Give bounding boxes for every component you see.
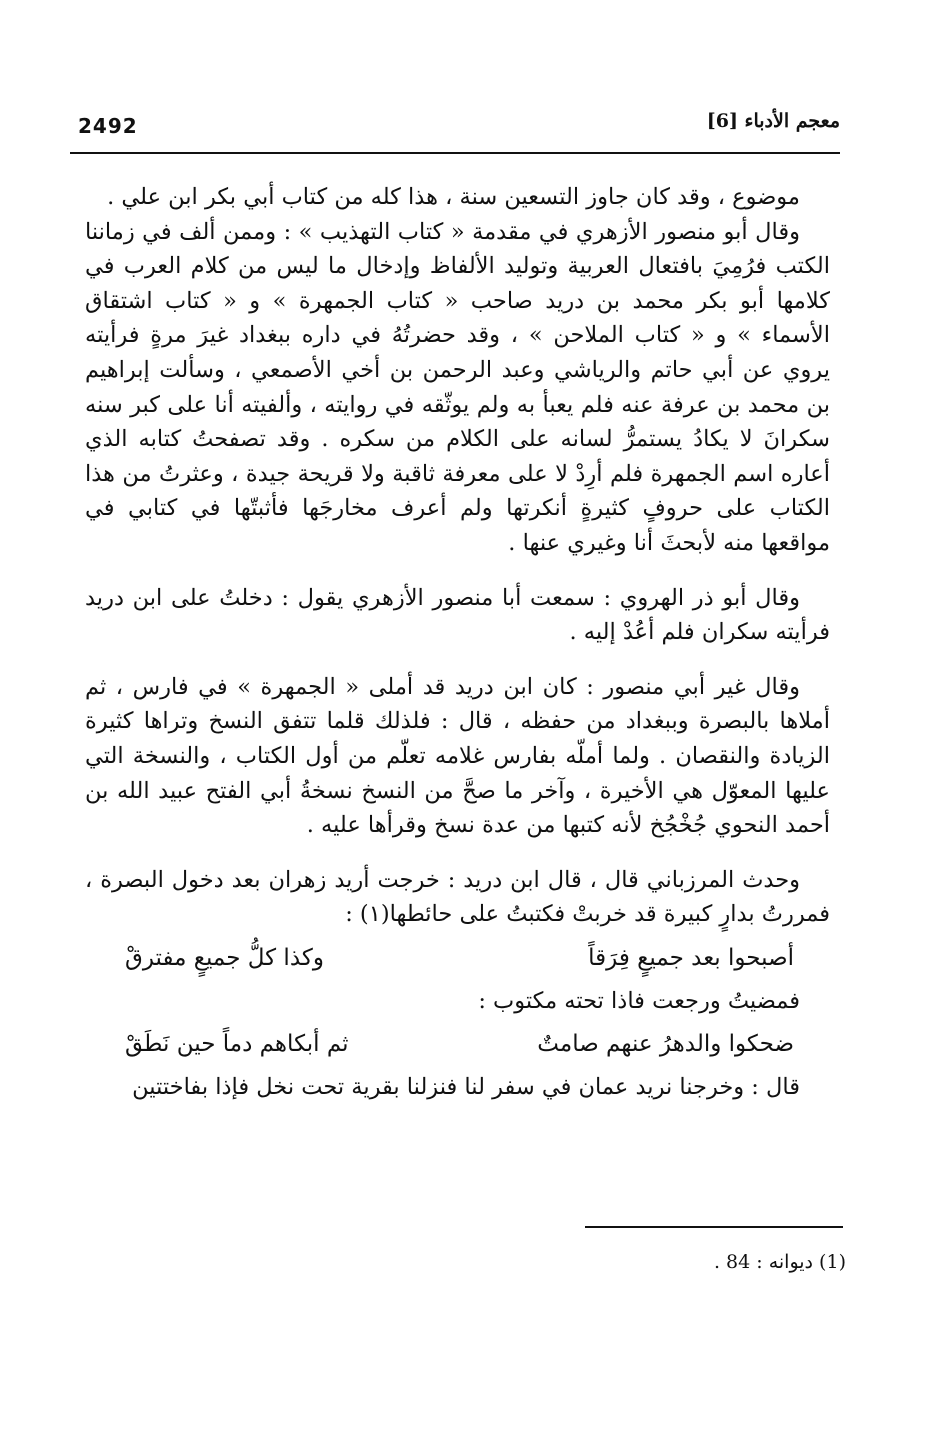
main-text <box>85 180 830 1105</box>
paragraph: موضوع ، وقد كان جاوز التسعين سنة ، هذا كله من كتاب أبي بكر ابن علي . <box>107 184 800 210</box>
paragraph: وحدث المرزباني قال ، قال ابن دريد : خرجت أريد زهران بعد دخول البصرة ، فمررتُ بدارٍ كبيرة قد خربتْ فكتبتُ على حائطها(١) : <box>85 866 830 928</box>
paragraph: وقال أبو منصور الأزهري في مقدمة « كتاب التهذيب » : وممن ألف في زماننا الكتب فرُمِيَ بافتعال العربية وتوليد الألفاظ وإدخال ما ليس من كلام العرب في كلامها أبو بكر محمد بن دريد صاحب « كتاب الجمهرة » و « كتاب اشتقاق الأسماء » و « كتاب الملاحن » ، وقد حضرتُهُ في داره ببغداد غيرَ مرةٍ فرأيته يروي عن أبي حاتم والرياشي وعبد الرحمن بن أخي الأصمعي ، وسألت إبراهيم بن محمد بن عرفة عنه فلم يعبأ به ولم يوثّقه في روايته ، وألفيته أنا على كبر سنه سكرانَ لا يكادُ يستمرُّ لسانه على الكلام من سكره . وقد تصفحتُ كتابه الذي أعاره اسم الجمهرة فلم أرِدْ لا على معرفة ثاقبة ولا قريحة جيدة ، وعثرتُ من هذا الكتاب على حروفٍ كثيرةٍ أنكرتها ولم أعرف مخارجَها فأثبتّها في كتابي في مواقعها منه لأبحثَ أنا وغيري عنها . <box>85 218 830 556</box>
verse-line <box>125 1024 794 1064</box>
footnote-divider <box>585 1226 843 1228</box>
running-title: معجم الأدباء [6] <box>706 110 840 132</box>
verse-hemistich-second: ثم أبكاهم دماً حين نَطَقْ <box>125 1031 349 1058</box>
verse-line <box>125 938 794 978</box>
page-header <box>70 108 840 148</box>
paragraph: قال : وخرجنا نريد عمان في سفر لنا فنزلنا بقرية تحت نخل فإذا بفاختتين <box>132 1074 800 1101</box>
verse-hemistich-second: وكذا كلُّ جميعٍ مفترقْ <box>125 944 324 971</box>
page-number: 2492 <box>78 114 138 138</box>
verse-hemistich-first: ضحكوا والدهرُ عنهم صامتٌ <box>537 1031 794 1058</box>
paragraph: فمضيتُ ورجعت فاذا تحته مكتوب : <box>478 987 800 1014</box>
verse-hemistich-first: أصبحوا بعد جميعٍ فِرَقاً <box>588 944 794 971</box>
paragraph: وقال أبو ذر الهروي : سمعت أبا منصور الأزهري يقول : دخلتُ على ابن دريد فرأيته سكران فلم أعُدْ إليه . <box>85 584 830 646</box>
paragraph: وقال غير أبي منصور : كان ابن دريد قد أملى « الجمهرة » في فارس ، ثم أملاها بالبصرة وببغداد من حفظه ، قال : فلذلك قلما تتفق النسخ وتراها كثيرة الزيادة والنقصان . ولما أملّه بفارس غلامه تعلّم من أول الكتاب ، والنسخة التي عليها المعوّل هي الأخيرة ، وآخر ما صحَّ من النسخ نسخةُ أبي الفتح عبيد الله بن أحمد النحوي جُخْجُخ لأنه كتبها من عدة نسخ وقرأها عليه . <box>85 673 830 839</box>
header-divider <box>70 152 840 154</box>
footnote: (1) ديوانه : 84 . <box>713 1251 846 1273</box>
